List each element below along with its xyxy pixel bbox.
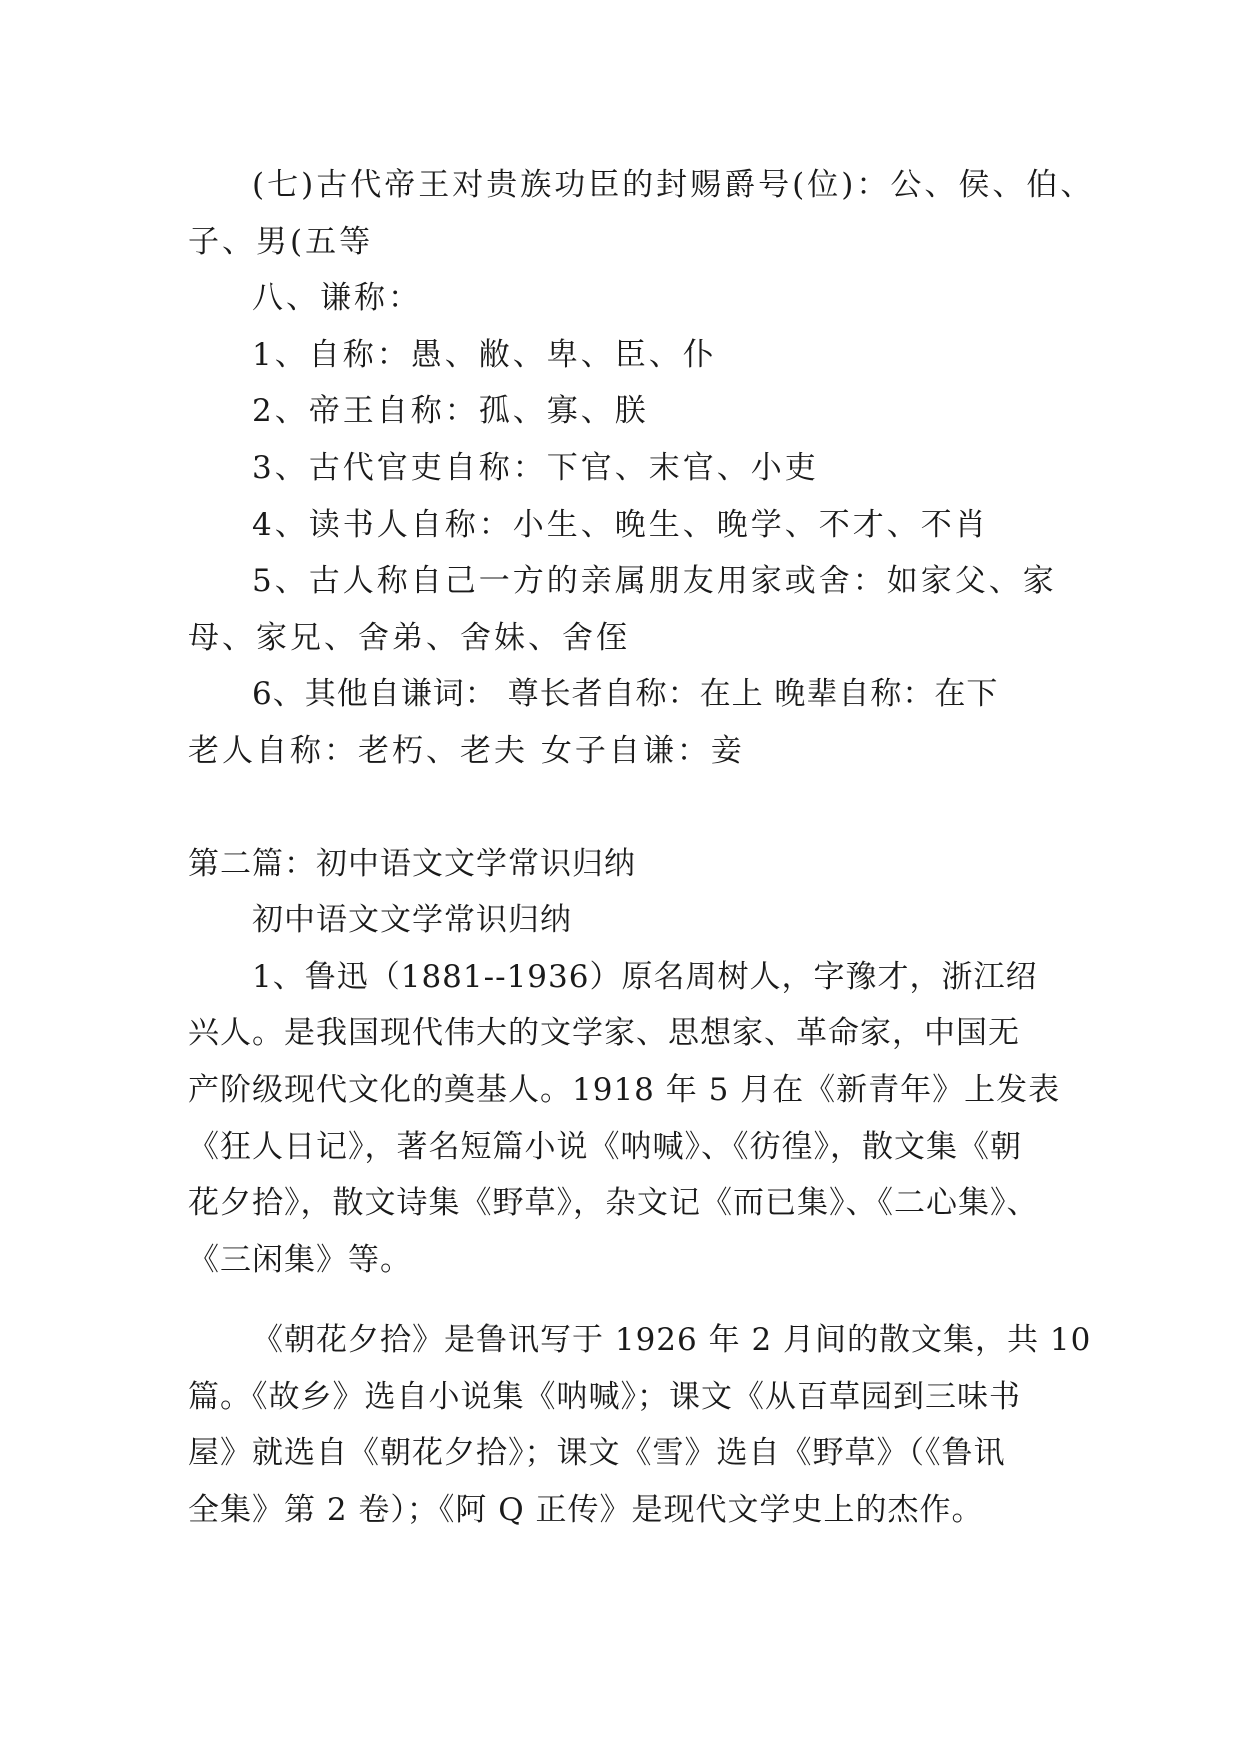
text-line: 全集》第 2 卷）；《阿 Q 正传》是现代文学史上的杰作。 bbox=[188, 1492, 984, 1528]
text-line: 花夕拾》，散文诗集《野草》，杂文记《而已集》、《二心集》、 bbox=[188, 1185, 1039, 1221]
text-line: 产阶级现代文化的奠基人。1918 年 5 月在《新青年》上发表 bbox=[188, 1072, 1061, 1108]
text-line: 屋》就选自《朝花夕拾》；课文《雪》选自《野草》（《鲁讯 bbox=[188, 1435, 1006, 1471]
text-line: 《三闲集》等。 bbox=[188, 1242, 412, 1278]
section-subheading: 初中语文文学常识归纳 bbox=[252, 902, 572, 938]
text-line: 1、自称：愚、敝、卑、臣、仆 bbox=[252, 337, 717, 373]
text-line: 《朝花夕拾》是鲁讯写于 1926 年 2 月间的散文集，共 10 bbox=[252, 1322, 1092, 1358]
section-heading: 第二篇：初中语文文学常识归纳 bbox=[188, 846, 636, 882]
text-line: 母、家兄、舍弟、舍妹、舍侄 bbox=[188, 620, 630, 656]
text-line: 篇。《故乡》选自小说集《呐喊》；课文《从百草园到三味书 bbox=[188, 1379, 1021, 1415]
text-line: 5、古人称自己一方的亲属朋友用家或舍：如家父、家 bbox=[252, 563, 1057, 599]
text-line: 3、古代官吏自称：下官、末官、小吏 bbox=[252, 450, 819, 486]
text-line: 老人自称：老朽、老夫 女子自谦：妾 bbox=[188, 733, 745, 769]
text-line: (七)古代帝王对贵族功臣的封赐爵号(位)：公、侯、伯、 bbox=[252, 167, 1095, 203]
text-line: 1、鲁迅（1881--1936）原名周树人，字豫才，浙江绍 bbox=[252, 959, 1038, 995]
text-line: 4、读书人自称：小生、晚生、晚学、不才、不肖 bbox=[252, 507, 989, 543]
text-line: 八、谦称： bbox=[252, 280, 422, 316]
text-line: 《狂人日记》，著名短篇小说《呐喊》、《彷徨》，散文集《朝 bbox=[188, 1129, 1022, 1165]
text-line: 子、男(五等 bbox=[188, 224, 374, 260]
text-line: 6、其他自谦词： 尊长者自称：在上 晚辈自称：在下 bbox=[252, 676, 999, 712]
text-line: 兴人。是我国现代伟大的文学家、思想家、革命家，中国无 bbox=[188, 1015, 1020, 1051]
text-line: 2、帝王自称：孤、寡、朕 bbox=[252, 393, 649, 429]
